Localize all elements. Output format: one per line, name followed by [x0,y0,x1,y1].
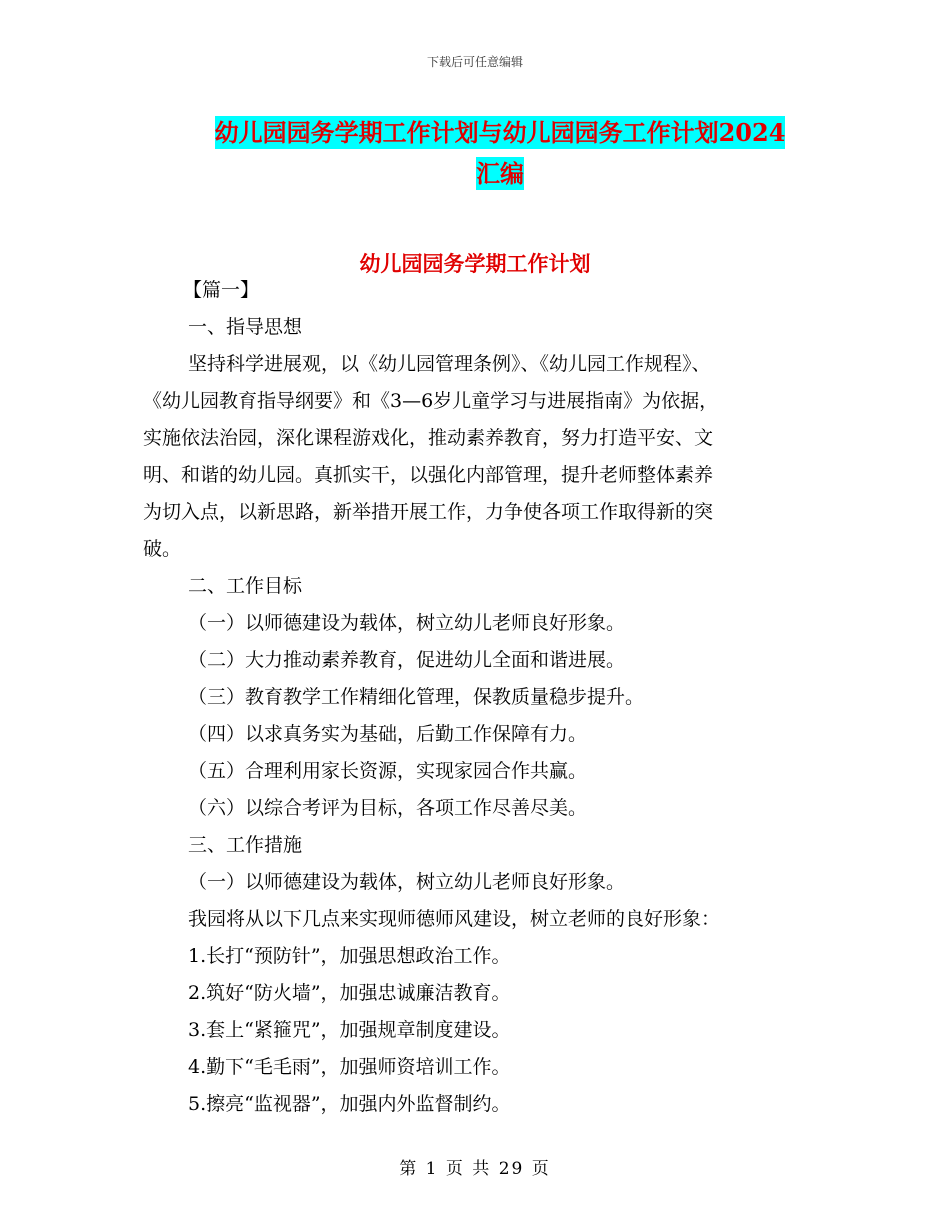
body-line: 坚持科学进展观，以《幼儿园管理条例》、《幼儿园工作规程》、 [188,353,711,375]
body-line: （五）合理利用家长资源，实现家园合作共赢。 [188,760,588,782]
body-line: （一）以师德建设为载体，树立幼儿老师良好形象。 [188,871,626,893]
body-line: （三）教育教学工作精细化管理，保教质量稳步提升。 [188,686,645,708]
body-line: 一、指导思想 [188,316,303,338]
body-line: 明、和谐的幼儿园。真抓实干，以强化内部管理，提升老师整体素养 [143,464,714,486]
body-line: （四）以求真务实为基础，后勤工作保障有力。 [188,723,588,745]
document-title-line-2: 汇编 [476,159,524,188]
document-body [143,272,813,1123]
document-title [150,112,850,194]
body-line: （六）以综合考评为目标，各项工作尽善尽美。 [188,797,588,819]
body-line: 实施依法治园，深化课程游戏化，推动素养教育，努力打造平安、文 [143,427,714,449]
document-title-line-1: 幼儿园园务学期工作计划与幼儿园园务工作计划2024 [214,118,786,147]
body-line: 二、工作目标 [188,575,303,597]
section-title: 幼儿园园务学期工作计划 [359,251,591,276]
body-line: 2.筑好“防火墙”，加强忠诚廉洁教育。 [188,982,511,1004]
body-line: 三、工作措施 [188,834,303,856]
body-line: （二）大力推动素养教育，促进幼儿全面和谐进展。 [188,649,626,671]
header-note: 下载后可任意编辑 [426,55,523,69]
body-line: 我园将从以下几点来实现师德师风建设，树立老师的良好形象： [188,908,721,930]
body-line: 4.勤下“毛毛雨”，加强师资培训工作。 [188,1056,511,1078]
body-line: 5.擦亮“监视器”，加强内外监督制约。 [188,1093,511,1115]
body-line: 3.套上“紧箍咒”，加强规章制度建设。 [188,1019,511,1041]
body-line: 破。 [143,538,182,560]
body-line: 《幼儿园教育指导纲要》和《3—6岁儿童学习与进展指南》为依据， [143,390,719,412]
body-lines [143,309,813,1123]
body-line: （一）以师德建设为载体，树立幼儿老师良好形象。 [188,612,626,634]
page-footer: 第 1 页 共 29 页 [399,1159,551,1179]
part-label: 【篇一】 [183,279,260,301]
body-line: 1.长打“预防针”，加强思想政治工作。 [188,945,511,967]
body-line: 为切入点，以新思路，新举措开展工作，力争使各项工作取得新的突 [143,501,714,523]
